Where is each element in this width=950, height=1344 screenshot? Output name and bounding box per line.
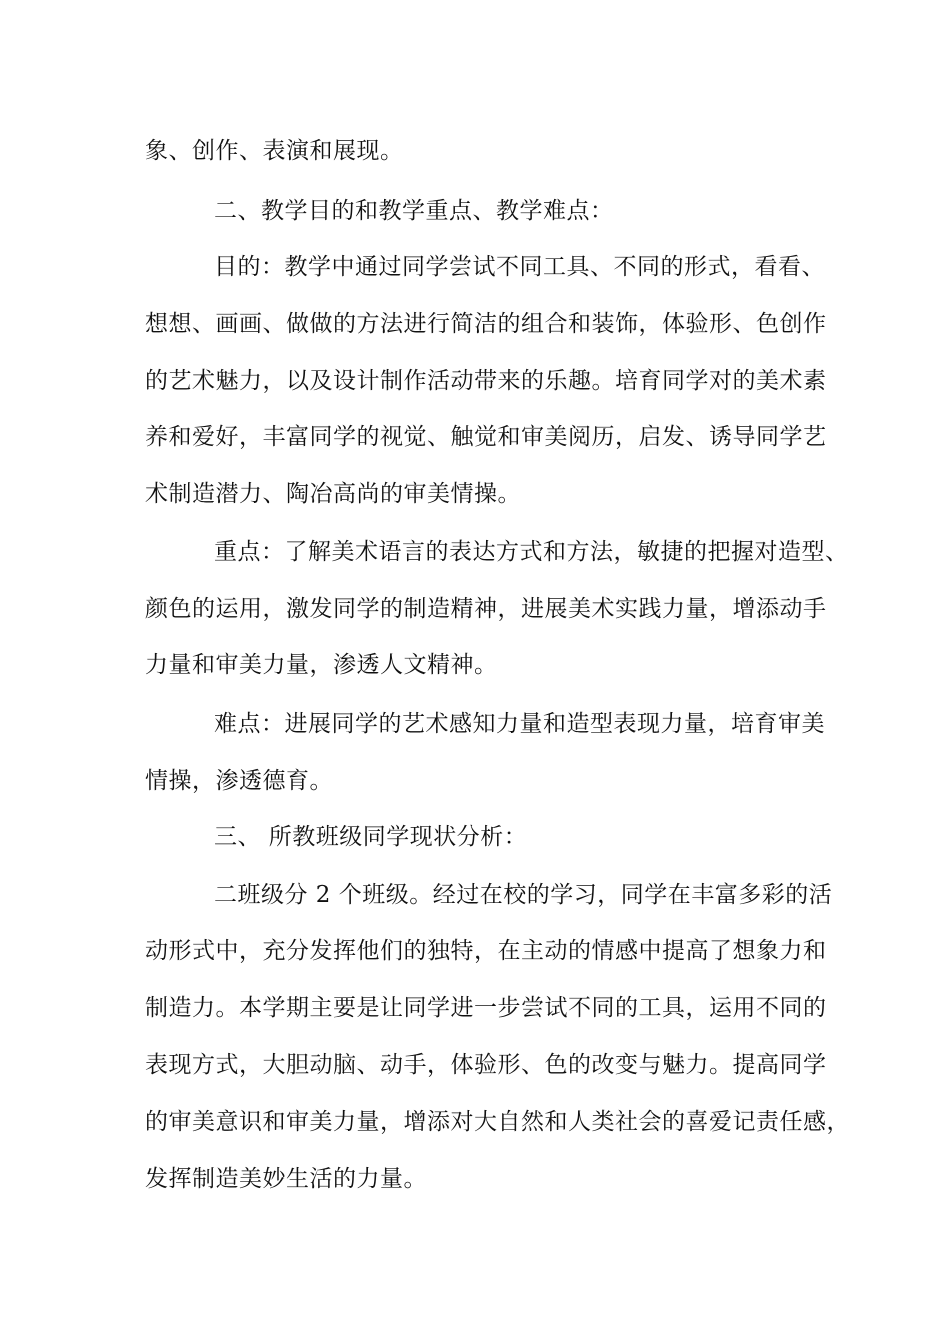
text-line: 制造力。本学期主要是让同学进一步尝试不同的工具，运用不同的 <box>145 995 827 1021</box>
text-line: 难点：进展同学的艺术感知力量和造型表现力量，培育审美 <box>214 711 825 737</box>
text-line: 目的：教学中通过同学尝试不同工具、不同的形式，看看、 <box>214 254 825 280</box>
text-line: 颜色的运用，激发同学的制造精神，进展美术实践力量，增添动手 <box>145 596 827 622</box>
text-line: 力量和审美力量，渗透人文精神。 <box>145 652 498 678</box>
text-line: 的艺术魅力，以及设计制作活动带来的乐趣。培育同学对的美术素 <box>145 368 827 394</box>
text-line: 表现方式，大胆动脑、动手，体验形、色的改变与魅力。提高同学 <box>145 1052 827 1078</box>
text-line: 想想、画画、做做的方法进行简洁的组合和装饰，体验形、色创作 <box>145 311 827 337</box>
text-line: 重点：了解美术语言的表达方式和方法，敏捷的把握对造型、 <box>214 539 849 565</box>
section-heading: 二、教学目的和教学重点、教学难点： <box>214 198 614 224</box>
text-line: 二班级分 2 个班级。经过在校的学习，同学在丰富多彩的活 <box>214 882 833 908</box>
text-line: 术制造潜力、陶冶高尚的审美情操。 <box>145 481 521 507</box>
text-line: 情操，渗透德育。 <box>145 768 333 794</box>
text-line: 象、创作、表演和展现。 <box>145 138 404 164</box>
text-line: 动形式中，充分发挥他们的独特，在主动的情感中提高了想象力和 <box>145 938 827 964</box>
text-line: 的审美意识和审美力量，增添对大自然和人类社会的喜爱记责任感， <box>145 1109 850 1135</box>
section-heading: 三、 所教班级同学现状分析： <box>214 824 528 850</box>
text-line: 养和爱好，丰富同学的视觉、触觉和审美阅历，启发、诱导同学艺 <box>145 424 827 450</box>
text-line: 发挥制造美妙生活的力量。 <box>145 1166 427 1192</box>
